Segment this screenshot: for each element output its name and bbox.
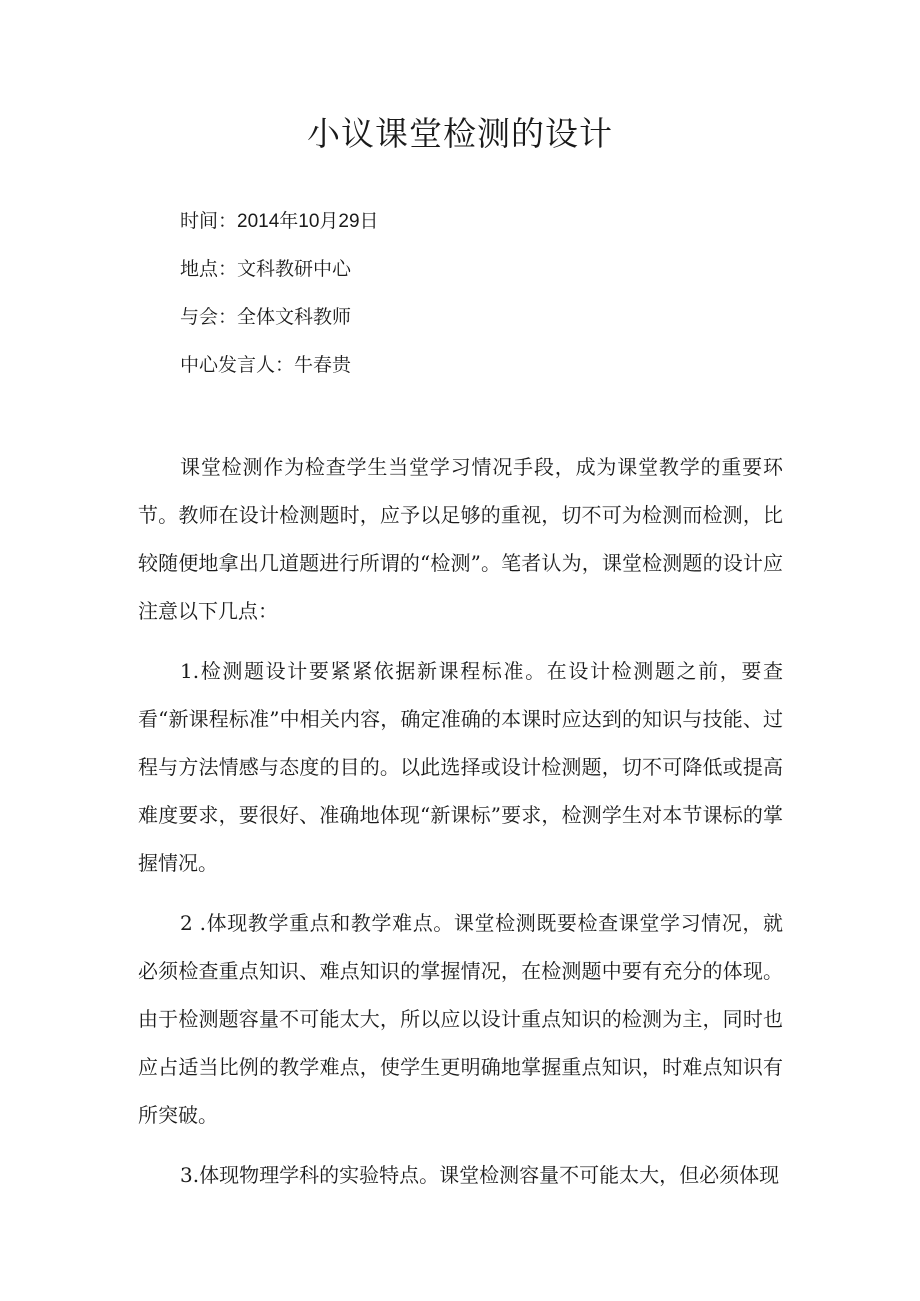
time-value: 2014年10月29日 (237, 211, 379, 232)
meeting-speaker (180, 347, 379, 395)
speaker-value: 牛春贵 (294, 354, 352, 376)
paragraph-point-1: 1.检测题设计要紧紧依据新课程标准。在设计检测题之前，要查看“新课程标准”中相关内容，确定准确的本课时应达到的知识与技能、过程与方法情感与态度的目的。以此选择或设计检测题，切不可降低或提高难度要求，要很好、准确地体现“新课标”要求，检测学生对本节课标的掌握情况。 (138, 659, 783, 875)
attendees-value: 全体文科教师 (237, 306, 352, 328)
speaker-label: 中心发言人： (180, 354, 295, 376)
document-title: 小议课堂检测的设计 (307, 114, 613, 153)
paragraph-point-2: 2 .体现教学重点和教学难点。课堂检测既要检查课堂学习情况，就必须检查重点知识、难点知识的掌握情况，在检测题中要有充分的体现。由于检测题容量不可能太大，所以应以设计重点知识的检测为主，同时也应占适当比例的教学难点，使学生更明确地掌握重点知识，时难点知识有所突破。 (138, 911, 783, 1127)
paragraph-intro: 课堂检测作为检查学生当堂学习情况手段，成为课堂教学的重要环节。教师在设计检测题时，应予以足够的重视，切不可为检测而检测，比较随便地拿出几道题进行所谓的“检测”。笔者认为，课堂检测题的设计应注意以下几点： (138, 455, 783, 623)
place-label: 地点： (180, 258, 238, 280)
meeting-place (180, 251, 379, 299)
attendees-label: 与会： (180, 306, 238, 328)
meeting-attendees (180, 299, 379, 347)
meeting-time (180, 203, 379, 251)
time-label: 时间： (180, 210, 238, 232)
place-value: 文科教研中心 (237, 258, 352, 280)
paragraph-point-3: 3.体现物理学科的实验特点。课堂检测容量不可能太大，但必须体现 (180, 1163, 780, 1187)
document-body (138, 443, 783, 1211)
meeting-info (180, 203, 379, 395)
